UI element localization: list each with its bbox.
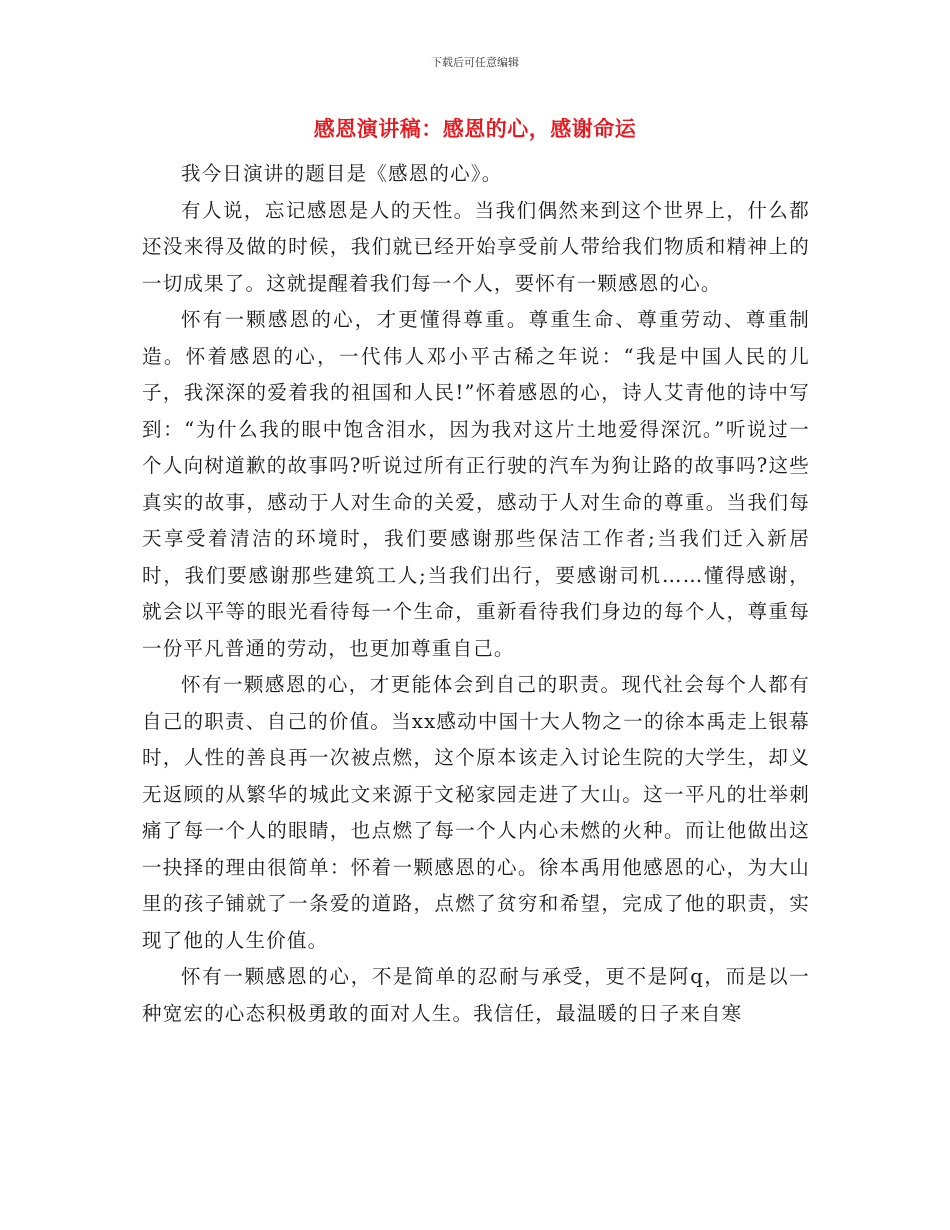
header-note: 下载后可任意编辑	[431, 56, 519, 69]
page-title: 感恩演讲稿：感恩的心，感谢命运	[313, 117, 637, 141]
paragraph: 怀有一颗感恩的心，才更懂得尊重。尊重生命、尊重劳动、尊重制造。怀着感恩的心，一代伟人邓小平古稀之年说：“我是中国人民的儿子，我深深的爱着我的祖国和人民!”怀着感恩的心，诗人艾青他的诗中写到：“为什么我的眼中饱含泪水，因为我对这片土地爱得深沉。”听说过一个人向树道歉的故事吗?听说过所有正行驶的汽车为狗让路的故事吗?这些真实的故事，感动于人对生命的关爱，感动于人对生命的尊重。当我们每天享受着清洁的环境时，我们要感谢那些保洁工作者;当我们迁入新居时，我们要感谢那些建筑工人;当我们出行，要感谢司机……懂得感谢，就会以平等的眼光看待每一个生命，重新看待我们身边的每个人，尊重每一份平凡普通的劳动，也更加尊重自己。	[142, 308, 810, 660]
paragraph: 有人说，忘记感恩是人的天性。当我们偶然来到这个世界上，什么都还没来得及做的时候，我们就已经开始享受前人带给我们物质和精神上的一切成果了。这就提醒着我们每一个人，要怀有一颗感恩的心。	[142, 198, 810, 295]
paragraph: 我今日演讲的题目是《感恩的心》。	[181, 162, 503, 185]
paragraph: 怀有一颗感恩的心，不是简单的忍耐与承受，更不是阿q，而是以一种宽宏的心态积极勇敢的面对人生。我信任，最温暖的日子来自寒	[142, 965, 810, 1025]
document-body	[142, 156, 810, 1032]
paragraph: 怀有一颗感恩的心，才更能体会到自己的职责。现代社会每个人都有自己的职责、自己的价值。当xx感动中国十大人物之一的徐本禹走上银幕时，人性的善良再一次被点燃，这个原本该走入讨论生院的大学生，却义无返顾的从繁华的城此文来源于文秘家园走进了大山。这一平凡的壮举刺痛了每一个人的眼睛，也点燃了每一个人内心未燃的火种。而让他做出这一抉择的理由很简单：怀着一颗感恩的心。徐本禹用他感恩的心，为大山里的孩子铺就了一条爱的道路，点燃了贫穷和希望，完成了他的职责，实现了他的人生价值。	[142, 673, 810, 952]
